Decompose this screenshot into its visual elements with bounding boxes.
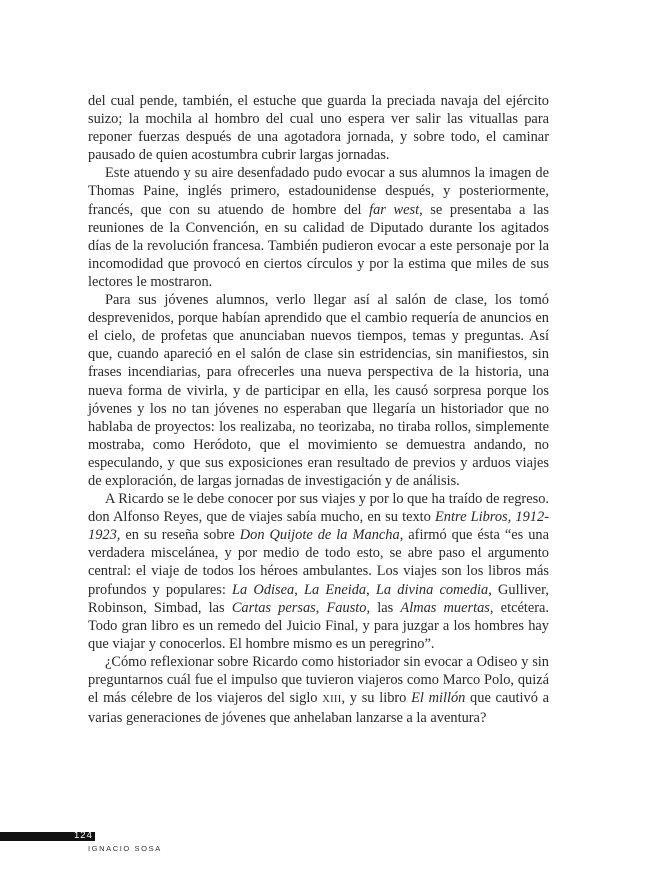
italic-text: La Eneida [303,581,367,598]
paragraph [88,164,549,291]
paragraph [88,490,549,653]
text-run: , Gulliver, Robinson, Simbad, las [88,581,549,616]
italic-text: Fausto [326,599,367,616]
text-run: en su reseña sobre [120,527,240,544]
text-run: del cual pende, también, el estuche que guarda la preciada navaja del ejército suizo; la mochila al hombro del cual uno espera ver salir las vituallas para reponer fuerzas después de una agotadora jornada, y sobre todo, el caminar pausado de quien acostumbra cubrir largas jornadas. [88,93,549,164]
paragraph [88,653,549,727]
small-caps-text: XIII [322,694,342,706]
italic-text: Entre Libros, 1912-1923, [88,509,549,544]
text-run: Para sus jóvenes alumnos, verlo llegar así al salón de clase, los tomó desprevenidos, porque habían aprendido que el cambio requería de anuncios en el cielo, de profetas que anunciaban nuevos tiempos, temas y preguntas. Así que, cuando apareció en el salón de clase sin estridencias, sin manifiestos, sin frases incendiarias, para ofrecerles una nueva perspectiva de la historia, una nueva forma de vivirla, y de participar en ella, les causó sorpresa porque los jóvenes y los no tan jóvenes no esperaban que llegaría un historiador que no hablaba de proyectos: los realizaba, no teorizaba, no tiraba rollos, simplemente mostraba, como Heródoto, que el movimiento se demuestra andando, no especulando, y que sus exposiciones eran resultado de previos y arduos viajes de exploración, de largas jornadas de investigación y de análisis. [88,292,549,489]
text-run: , etcétera. Todo gran libro es un remedo del Juicio Final, y para juzgar a los hombres hay que viajar y conocerlos. El hombre mismo es un peregrino”. [88,599,550,652]
text-run: ¿Cómo reflexionar sobre Ricardo como historiador sin evocar a Odiseo y sin preguntarnos cuál fue el impulso que tuvieron viajeros como Marco Polo, quizá el más célebre de los viajeros del siglo [88,653,549,707]
paragraph [88,92,549,164]
italic-text: Almas muertas [400,599,490,616]
text-run: que cautivó a varias generaciones de jóvenes que anhelaban lanzarse a la aventura? [88,690,549,727]
text-run: , [294,581,304,598]
italic-text: Cartas persas [231,599,316,616]
text-run: , y su libro [341,690,412,707]
italic-text: La Odisea [232,581,295,598]
italic-text: Don Quijote de la Mancha [239,527,400,544]
text-run: , [315,599,327,616]
italic-text: La divina comedia [375,581,489,598]
paragraph [88,291,549,490]
running-head: IGNACIO SOSA [88,844,162,853]
text-run: Este atuendo y su aire desenfadado pudo evocar a sus alumnos la imagen de Thomas Paine, inglés primero, estadounidense después, y posteriormente, francés, que con su atuendo de hombre del [88,165,549,218]
italic-text: far west, [369,201,423,218]
text-run: , afirmó que ésta “es una verdadera miscelánea, y por medio de todo esto, se abre paso el argumento central: el viaje de todos los héroes ambulantes. Los viajes son los libros más profundos y populares: [88,527,550,598]
text-run: se presentaba a las reuniones de la Convención, en su calidad de Diputado durante los agitados días de la revolución francesa. También pudieron evocar a este personaje por la incomodidad que provocó en ciertos círculos y por la estima que miles de sus lectores le mostraron. [88,201,550,290]
body-text [88,92,549,727]
text-run: , [366,581,376,598]
text-run: A Ricardo se le debe conocer por sus viajes y por lo que ha traído de regreso. don Alfonso Reyes, que de viajes sabía mucho, en su texto [88,491,549,526]
page-number: 124 [74,830,93,841]
italic-text: El millón [411,690,466,707]
text-run: , las [366,599,401,616]
